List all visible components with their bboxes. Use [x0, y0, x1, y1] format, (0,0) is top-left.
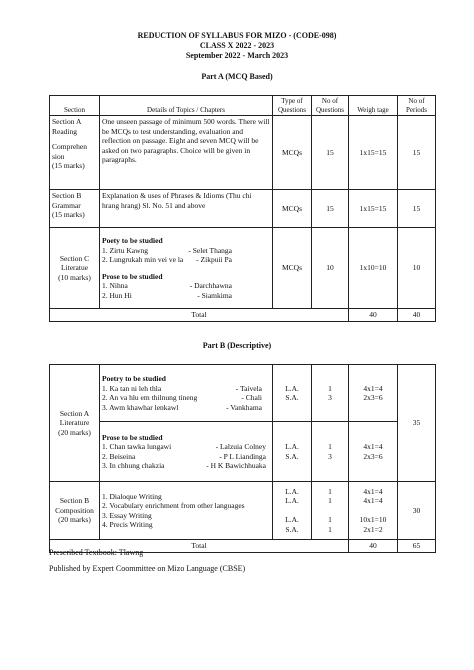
weightage-cell: 4x1=4 2x3=6 [349, 422, 398, 482]
prose-heading: Prose to be studied [102, 271, 163, 281]
table-row [50, 228, 436, 309]
total-label: Total [50, 309, 349, 322]
weightage-cell: 1x15=15 [349, 116, 398, 190]
section-cell: Section A Reading Comprehen sion (15 marks) [50, 116, 100, 190]
prescribed-textbook: Prescribed Textbook: Tlawng [49, 548, 144, 557]
poetry-heading: Poetry to be studied [102, 374, 166, 383]
list-item: 1. Zirtu Kawng - Selet Thanga [102, 245, 232, 255]
table-row [50, 365, 436, 422]
total-weightage: 40 [349, 309, 398, 322]
details-cell: Explanation & uses of Phrases & Idioms (Thu chi hrang hrang) Sl. No. 51 and above [100, 190, 273, 228]
poetry-heading: Poety to be studied [102, 236, 163, 245]
col-weightage: Weigh tage [349, 96, 398, 116]
doc-title: REDUCTION OF SYLLABUS FOR MIZO - (CODE-098) [137, 31, 337, 40]
type-cell: MCQs [273, 228, 312, 309]
weightage-cell: 4x1=4 2x3=6 [349, 365, 398, 422]
no-cell: 1 3 [312, 365, 349, 422]
part-a-title: Part A (MCQ Based) [201, 72, 273, 81]
type-cell: MCQs [273, 190, 312, 228]
section-cell: Section C Literatue (10 marks) [50, 228, 100, 309]
periods-cell: 10 [398, 228, 436, 309]
type-cell: L.A. L.A. L.A. S.A. [273, 482, 312, 540]
no-cell: 1 3 [312, 422, 349, 482]
list-item: 2. Lungrukah min vei ve la - Zikpuii Pa [102, 255, 232, 264]
total-periods: 65 [398, 540, 436, 553]
part-a-table [49, 95, 436, 322]
type-cell: L.A. S.A. [273, 365, 312, 422]
col-details: Details of Topics / Chapters [100, 96, 273, 116]
list-item: 1. Dialoque Writing [102, 491, 162, 501]
list-item: 3. In chhung chakzia - H K Bawichhuaka [102, 461, 266, 470]
list-item: 2. Hun Hi - Siamkima [102, 290, 232, 300]
list-item: 3. Awm khawhar lenkawl - Vankhama [102, 402, 262, 412]
col-type: Type of Questions [273, 96, 312, 116]
doc-class: CLASS X 2022 - 2023 [199, 41, 275, 50]
weightage-cell: 4x1=4 4x1=4 10x1=10 2x1=2 [349, 482, 398, 540]
periods-cell: 30 [398, 482, 436, 540]
periods-cell: 15 [398, 116, 436, 190]
weightage-cell: 1x10=10 [349, 228, 398, 309]
list-item: 1. Nihna - Darchhawna [102, 281, 232, 290]
section-cell: Section A Literature (20 marks) [50, 365, 100, 482]
list-item: 2. Vocabulary enrichment from other languages [102, 501, 245, 510]
list-item: 2. An va hlu em thilnung tineng - Chali [102, 393, 262, 402]
details-cell [100, 228, 273, 309]
list-item: 1. Chan tawka lungawi - Lalzuia Colney [102, 442, 266, 451]
list-item: 3. Essay Writing [102, 510, 152, 520]
no-cell: 15 [312, 116, 349, 190]
no-cell: 10 [312, 228, 349, 309]
no-cell: 15 [312, 190, 349, 228]
no-cell: 1 1 1 1 [312, 482, 349, 540]
details-cell [100, 422, 273, 482]
periods-cell: 35 [398, 365, 436, 482]
prose-heading: Prose to be studied [102, 432, 163, 442]
list-item: 2. Beiseina - P L Liandinga [102, 451, 266, 461]
list-item: 1. Ka tan ni leh thla - Taivela [102, 383, 262, 393]
col-no: No of Questions [312, 96, 349, 116]
table-row [50, 422, 436, 482]
type-cell: L.A. S.A. [273, 422, 312, 482]
publisher-note: Published by Expert Coommittee on Mizo Language (CBSE) [49, 564, 246, 573]
weightage-cell: 1x15=15 [349, 190, 398, 228]
periods-cell: 15 [398, 190, 436, 228]
col-periods: No of Periods [398, 96, 436, 116]
part-b-title: Part B (Descriptive) [202, 341, 272, 350]
part-b-table [49, 364, 436, 553]
details-cell [100, 482, 273, 540]
table-row [50, 482, 436, 540]
total-weightage: 40 [349, 540, 398, 553]
total-row [50, 309, 436, 322]
table-header-row [50, 96, 436, 116]
section-cell: Section B Composition (20 marks) [50, 482, 100, 540]
details-cell [100, 365, 273, 422]
total-periods: 40 [398, 309, 436, 322]
details-cell: One unseen passage of minimum 500 words. There will be MCQs to test understanding, evaluation and reflection on passage. Eight and seven MCQ will be asked on two paragraphs. Choice will be given in paragraphs. [100, 116, 273, 190]
type-cell: MCQs [273, 116, 312, 190]
section-cell: Section B Grammar (15 marks) [50, 190, 100, 228]
doc-session: September 2022 - March 2023 [185, 51, 289, 60]
list-item: 4. Precis Writing [102, 520, 153, 529]
total-label: Total [50, 540, 349, 553]
table-row [50, 190, 436, 228]
col-section: Section [50, 96, 100, 116]
table-row [50, 116, 436, 190]
